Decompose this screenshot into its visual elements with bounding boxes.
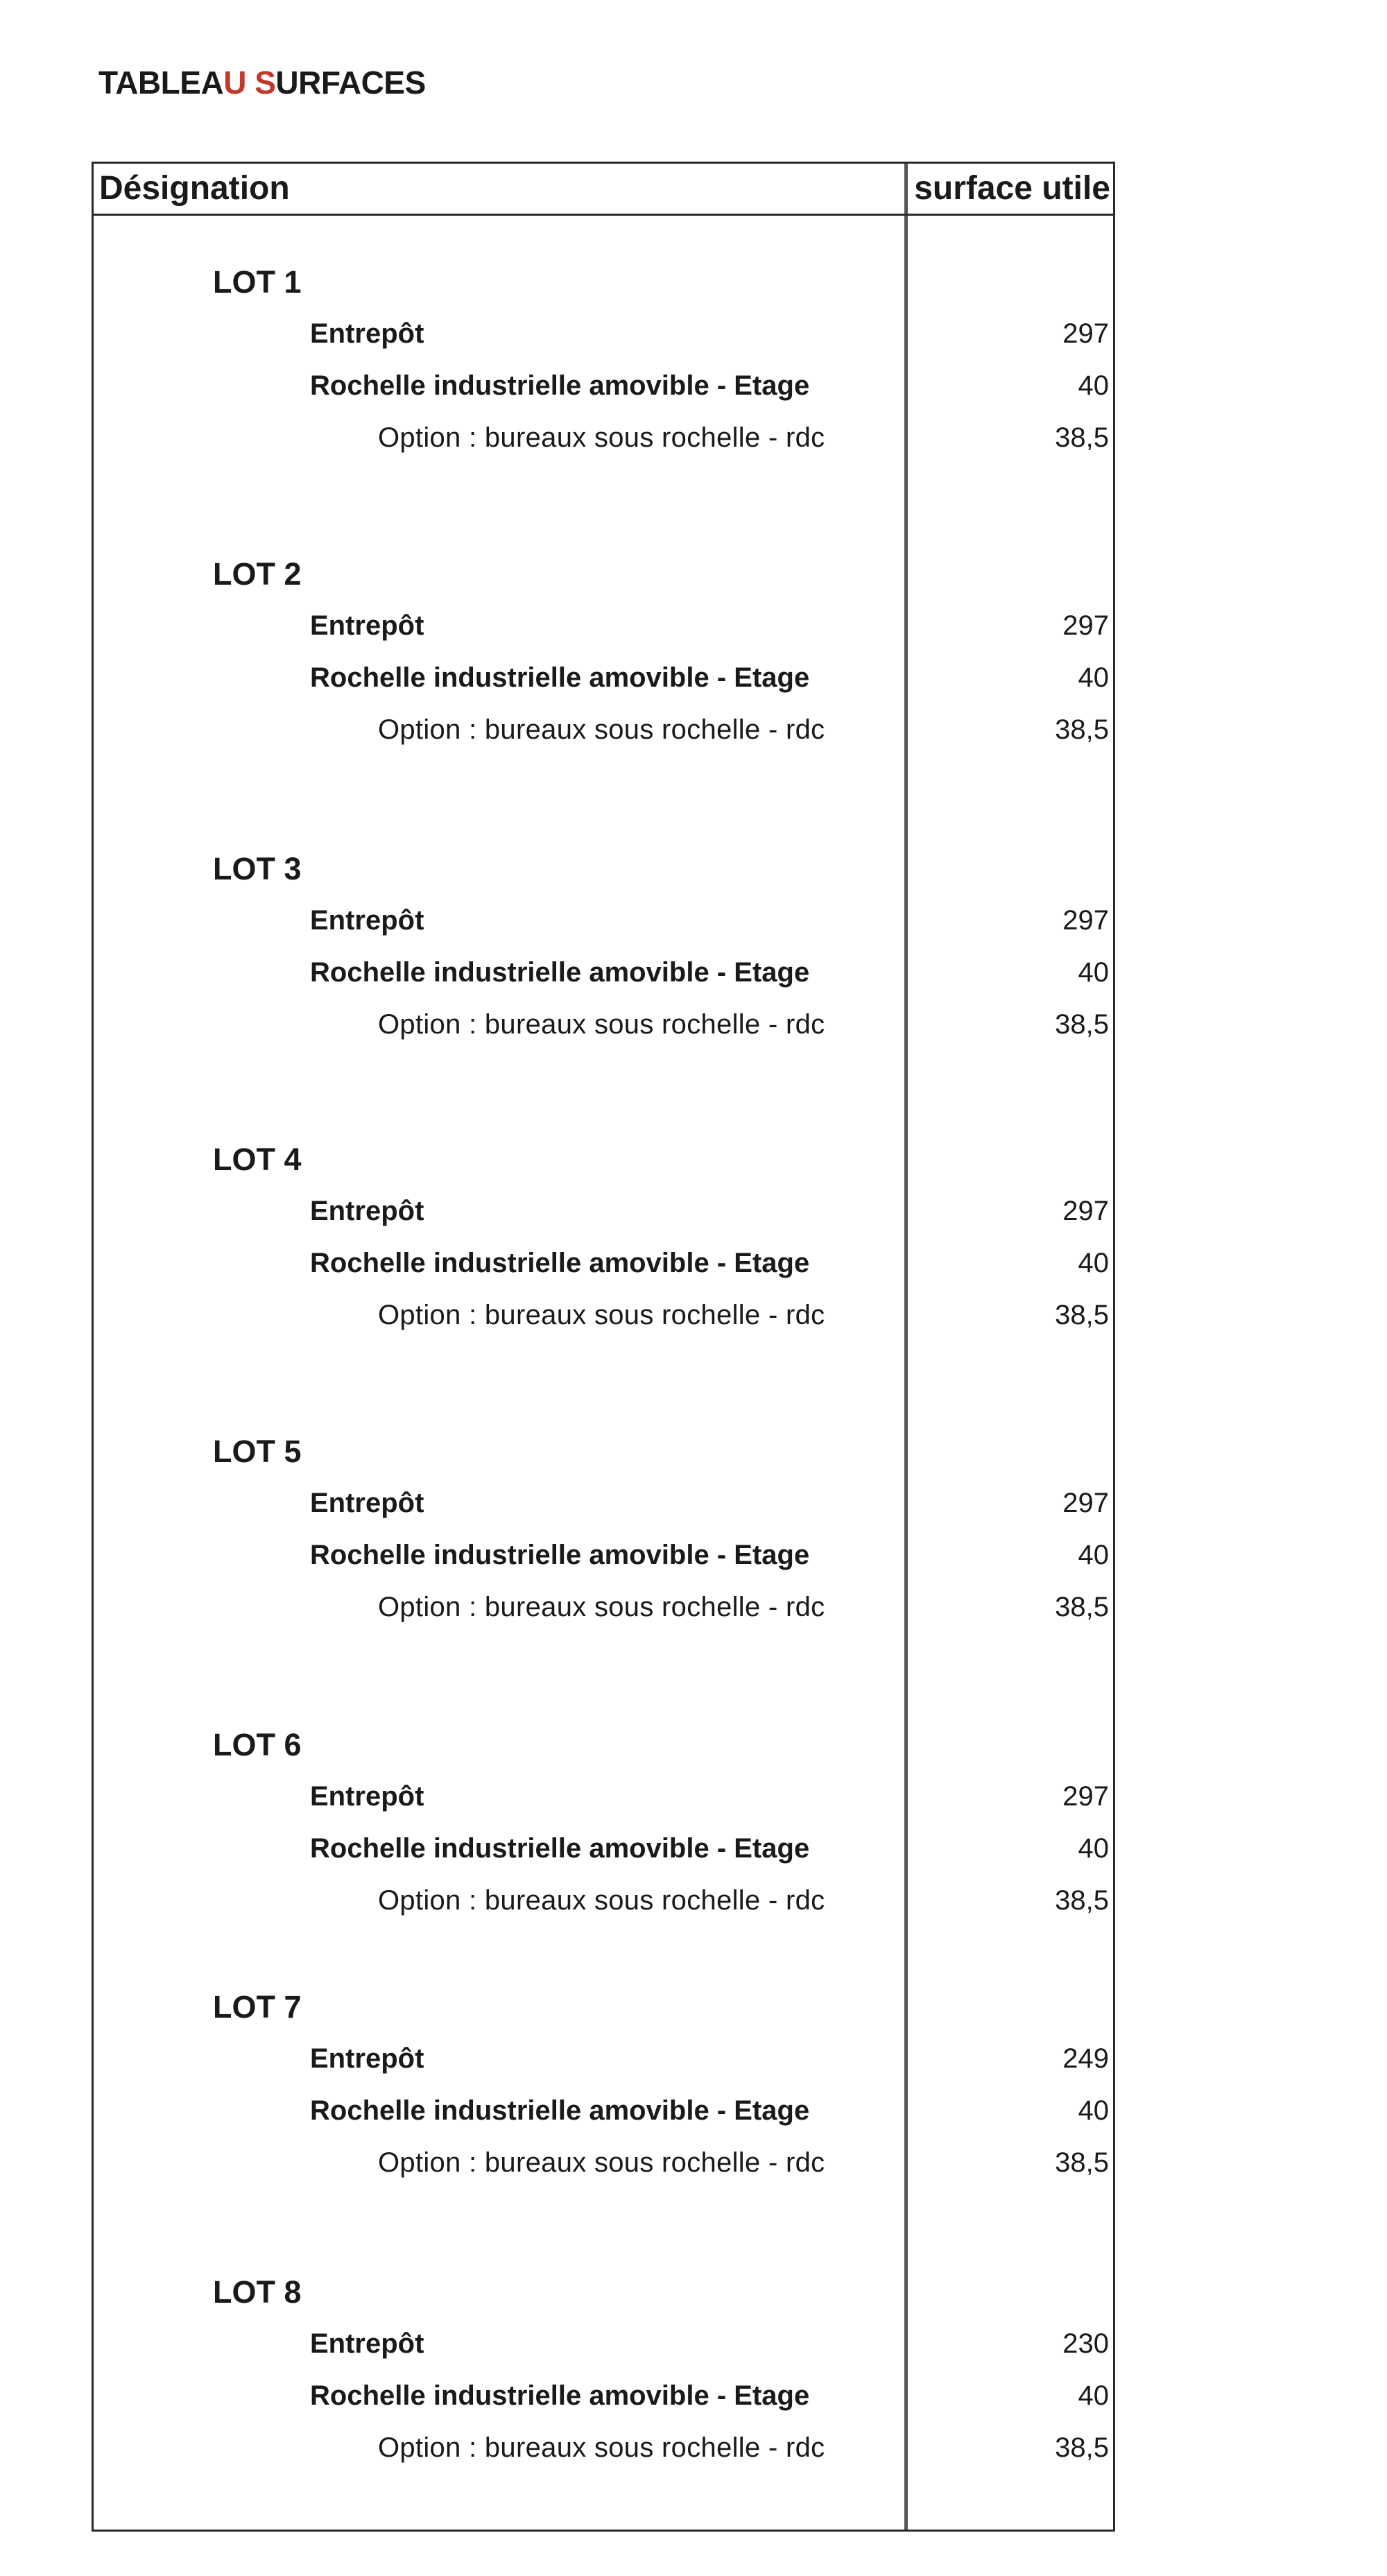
table-row [94, 1009, 1113, 1051]
lot-section [94, 851, 1113, 1059]
row-label: Entrepôt [310, 318, 424, 349]
row-label: Entrepôt [310, 2328, 424, 2359]
table-row [94, 2147, 1113, 2189]
table-row [94, 610, 1113, 652]
row-value: 38,5 [1055, 1009, 1109, 1040]
table-row [94, 714, 1113, 756]
table-row [94, 662, 1113, 704]
lot-section [94, 1989, 1113, 2197]
row-value: 40 [1078, 370, 1109, 401]
row-value: 40 [1078, 1833, 1109, 1864]
row-value: 230 [1062, 2328, 1109, 2359]
lot-section [94, 264, 1113, 472]
row-label: Entrepôt [310, 610, 424, 641]
table-row [94, 370, 1113, 412]
row-value: 297 [1062, 610, 1109, 641]
table-row [94, 1885, 1113, 1927]
row-value: 249 [1062, 2043, 1109, 2074]
row-label: Rochelle industrielle amovible - Etage [310, 1540, 810, 1570]
lot-name: LOT 7 [213, 1989, 302, 2025]
table-row [94, 2095, 1113, 2137]
table-row [94, 422, 1113, 464]
table-row [94, 1540, 1113, 1581]
row-label: Option : bureaux sous rochelle - rdc [378, 1009, 825, 1040]
row-value: 38,5 [1055, 1300, 1109, 1330]
lot-section [94, 1727, 1113, 1935]
row-label: Option : bureaux sous rochelle - rdc [378, 714, 825, 745]
row-value: 297 [1062, 905, 1109, 936]
table-row [94, 1488, 1113, 1529]
header-designation: Désignation [99, 170, 290, 207]
row-value: 40 [1078, 1248, 1109, 1278]
row-label: Entrepôt [310, 905, 424, 936]
row-label: Rochelle industrielle amovible - Etage [310, 2380, 810, 2411]
row-label: Rochelle industrielle amovible - Etage [310, 1248, 810, 1278]
lot-name: LOT 8 [213, 2274, 302, 2310]
lot-name: LOT 6 [213, 1727, 302, 1762]
row-label: Option : bureaux sous rochelle - rdc [378, 1300, 825, 1330]
row-value: 38,5 [1055, 422, 1109, 453]
row-value: 38,5 [1055, 2147, 1109, 2178]
table-row [94, 1781, 1113, 1823]
row-label: Entrepôt [310, 1488, 424, 1518]
header-surface-utile: surface utile [914, 170, 1110, 207]
lot-section [94, 556, 1113, 764]
row-value: 38,5 [1055, 2432, 1109, 2463]
lot-section [94, 2274, 1113, 2482]
row-label: Rochelle industrielle amovible - Etage [310, 662, 810, 693]
row-value: 297 [1062, 1781, 1109, 1812]
surfaces-table [92, 162, 1115, 2532]
row-value: 40 [1078, 1540, 1109, 1570]
lot-section [94, 1142, 1113, 1350]
table-row [94, 2380, 1113, 2422]
row-label: Entrepôt [310, 1781, 424, 1812]
table-row [94, 905, 1113, 947]
lot-name: LOT 4 [213, 1142, 302, 1177]
lot-name: LOT 2 [213, 556, 302, 592]
table-row [94, 1196, 1113, 1237]
row-label: Option : bureaux sous rochelle - rdc [378, 2147, 825, 2178]
row-value: 297 [1062, 1196, 1109, 1226]
page-title: TABLEAU SURFACES [98, 65, 426, 101]
lot-section [94, 1434, 1113, 1642]
row-value: 38,5 [1055, 1885, 1109, 1916]
row-label: Entrepôt [310, 2043, 424, 2074]
row-value: 40 [1078, 2380, 1109, 2411]
table-row [94, 1592, 1113, 1633]
row-value: 40 [1078, 662, 1109, 693]
table-row [94, 1833, 1113, 1875]
row-label: Entrepôt [310, 1196, 424, 1226]
row-label: Rochelle industrielle amovible - Etage [310, 2095, 810, 2126]
lot-name: LOT 1 [213, 264, 302, 300]
table-row [94, 1300, 1113, 1341]
row-value: 38,5 [1055, 714, 1109, 745]
table-row [94, 2432, 1113, 2474]
lot-name: LOT 3 [213, 851, 302, 886]
row-label: Option : bureaux sous rochelle - rdc [378, 422, 825, 453]
table-row [94, 2328, 1113, 2370]
row-label: Option : bureaux sous rochelle - rdc [378, 1885, 825, 1916]
row-value: 297 [1062, 318, 1109, 349]
table-row [94, 2043, 1113, 2085]
row-value: 38,5 [1055, 1592, 1109, 1622]
row-value: 40 [1078, 957, 1109, 988]
lots-list [94, 164, 1113, 2530]
table-row [94, 1248, 1113, 1289]
row-label: Option : bureaux sous rochelle - rdc [378, 1592, 825, 1622]
row-value: 297 [1062, 1488, 1109, 1518]
row-label: Option : bureaux sous rochelle - rdc [378, 2432, 825, 2463]
row-label: Rochelle industrielle amovible - Etage [310, 957, 810, 988]
row-value: 40 [1078, 2095, 1109, 2126]
table-row [94, 957, 1113, 999]
row-label: Rochelle industrielle amovible - Etage [310, 1833, 810, 1864]
row-label: Rochelle industrielle amovible - Etage [310, 370, 810, 401]
table-row [94, 318, 1113, 360]
lot-name: LOT 5 [213, 1434, 302, 1469]
